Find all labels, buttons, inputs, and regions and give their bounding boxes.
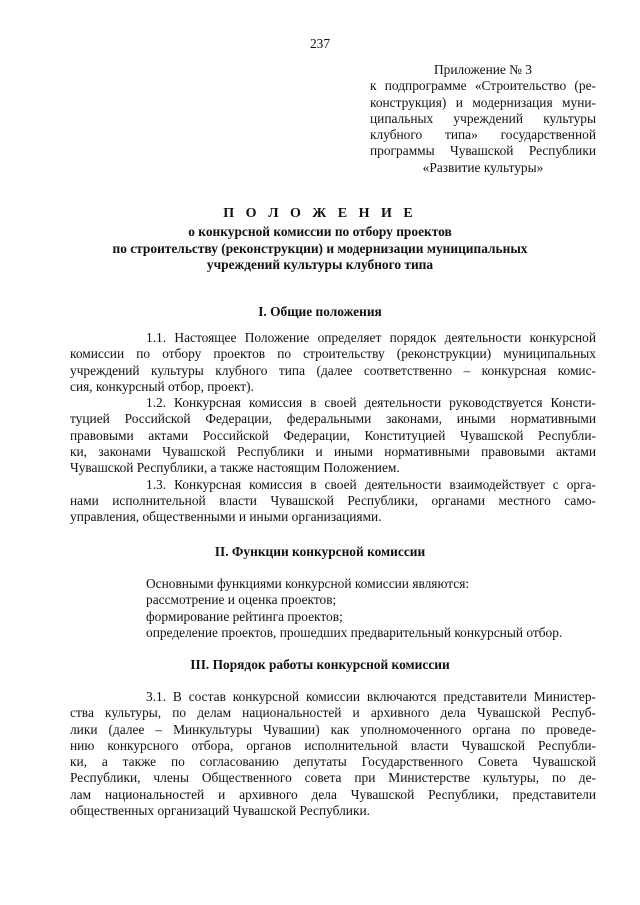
list-item: Основными функциями конкурсной комиссии являются: — [146, 576, 470, 591]
appendix-line: ципальных учреждений культуры — [370, 110, 596, 126]
text-line: нию конкурсного отбора, органов исполнительной власти Чувашской Республи- — [70, 737, 596, 753]
list-item: определение проектов, прошедших предварительный конкурсный отбор. — [146, 624, 563, 640]
appendix-line: «Развитие культуры» — [422, 159, 544, 175]
text-line: правовыми актами Российской Федерации, Конституцией Чувашской Республи- — [70, 427, 596, 443]
text-line: управления, общественными и иными организациями. — [70, 509, 382, 525]
text-line: Республики, члены Общественного совета при Министерстве культуры, по де- — [70, 770, 596, 786]
list-item: рассмотрение и оценка проектов; — [146, 592, 337, 608]
appendix-line: к подпрограмме «Строительство (ре- — [370, 78, 596, 94]
section-2-heading: II. Функции конкурсной комиссии — [214, 544, 426, 559]
document-title — [0, 206, 640, 273]
text-line: лам национальностей и архивного дела Чувашской Республики, представители — [70, 786, 596, 802]
page-number: 237 — [309, 36, 331, 51]
text-line: ства культуры, по делам национальностей и архивного дела Чувашской Респуб- — [70, 705, 596, 721]
text-line: общественных организаций Чувашской Республики. — [70, 803, 370, 819]
text-line: Чувашской Республики, а также настоящим Положением. — [70, 460, 400, 476]
document-title-main: П О Л О Ж Е Н И Е — [223, 206, 417, 221]
functions-list — [146, 576, 596, 641]
paragraph-1-1 — [70, 330, 596, 395]
text-line: туцией Российской Федерации, федеральными законами, иными нормативными — [70, 411, 596, 427]
text-line: сия, конкурсный отбор, проект). — [70, 378, 254, 394]
text-line: комиссии по отбору проектов по строительству (реконструкции) муниципальных — [70, 346, 596, 362]
text-line: 1.1. Настоящее Положение определяет порядок деятельности конкурсной — [146, 330, 596, 345]
appendix-line: конструкция) и модернизация муни- — [370, 94, 596, 110]
appendix-line: программы Чувашской Республики — [370, 143, 596, 159]
text-line: 3.1. В состав конкурсной комиссии включаются представители Министер- — [146, 689, 596, 704]
text-line: 1.2. Конкурсная комиссия в своей деятельности руководствуется Консти- — [146, 395, 596, 411]
appendix-block — [370, 62, 596, 176]
section-1-heading: I. Общие положения — [258, 304, 382, 319]
appendix-title: Приложение № 3 — [433, 62, 533, 77]
document-title-line: по строительству (реконструкции) и модернизации муниципальных — [112, 240, 528, 256]
paragraph-3-1 — [70, 689, 596, 819]
text-line: нами исполнительной власти Чувашской Республики, органами местного само- — [70, 492, 596, 508]
paragraph-1-2 — [70, 395, 596, 476]
section-3-heading: III. Порядок работы конкурсной комиссии — [190, 657, 450, 672]
section-1-body — [70, 330, 596, 526]
text-line: учреждений культуры клубного типа (далее соответственно – конкурсная комис- — [70, 362, 596, 378]
text-line: ки, а также по согласованию депутаты Государственного Совета Чувашской — [70, 754, 596, 770]
text-line: 1.3. Конкурсная комиссия в своей деятельности взаимодействует с орга- — [146, 476, 596, 492]
paragraph-1-3 — [70, 476, 596, 526]
section-3-body — [70, 689, 596, 819]
list-item: формирование рейтинга проектов; — [146, 608, 343, 624]
text-line: лики (далее – Минкультуры Чувашии) как уполномоченного органа по проведе- — [70, 721, 596, 737]
document-title-line: учреждений культуры клубного типа — [206, 256, 434, 272]
appendix-line: клубного типа» государственной — [370, 127, 596, 143]
text-line: ки, законами Чувашской Республики и иными нормативными правовыми актами — [70, 444, 596, 460]
document-title-line: о конкурсной комиссии по отбору проектов — [188, 224, 452, 240]
